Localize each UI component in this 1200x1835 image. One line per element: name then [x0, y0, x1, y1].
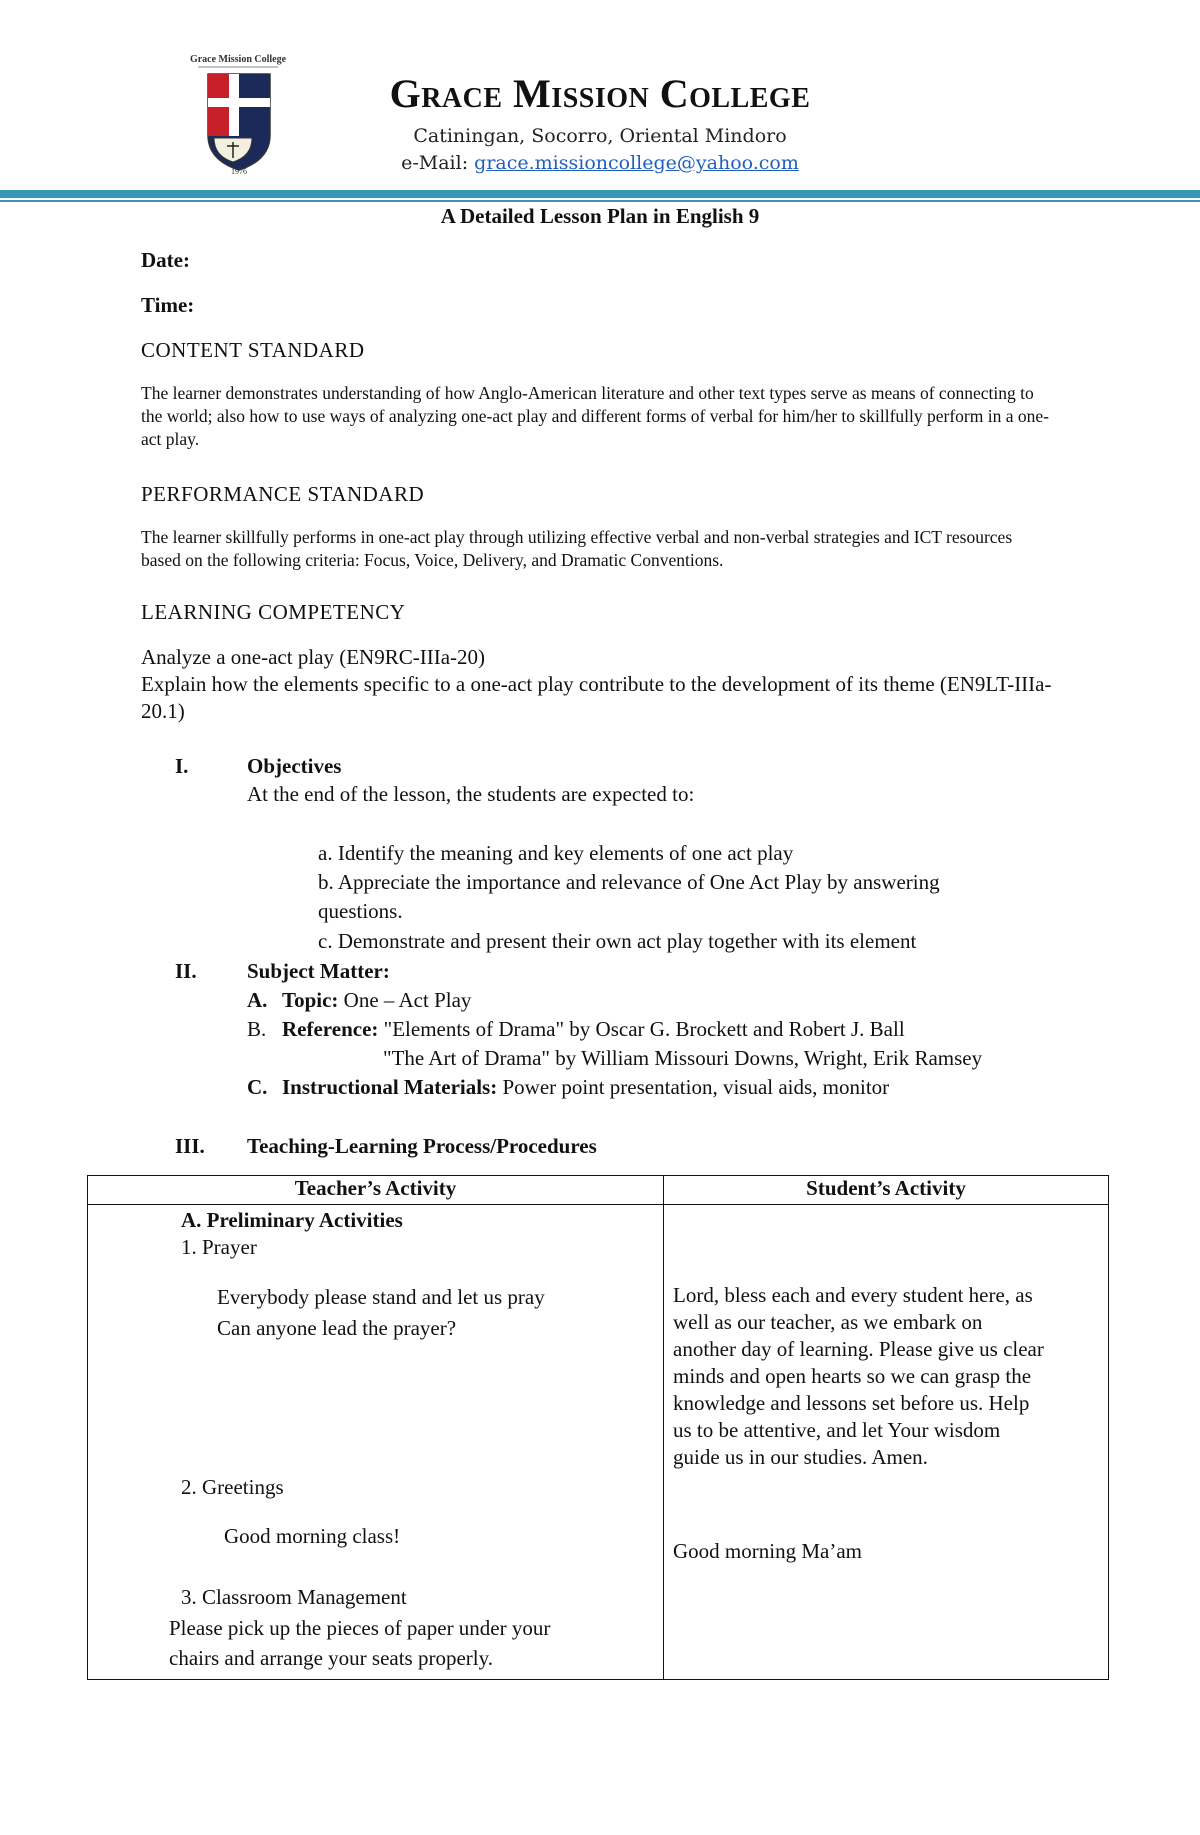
header-rule-thin — [0, 200, 1200, 202]
prayer-line: another day of learning. Please give us clear — [673, 1337, 1044, 1361]
student-prayer — [673, 1282, 1103, 1471]
prayer-line: Lord, bless each and every student here, as — [673, 1283, 1033, 1307]
procedures-table — [87, 1175, 1109, 1680]
college-email-line — [300, 152, 900, 174]
table-row — [88, 1205, 1109, 1680]
management-instruction-2: chairs and arrange your seats properly. — [169, 1646, 494, 1670]
objectives-numeral: I. — [175, 754, 189, 778]
date-label: Date: — [141, 248, 190, 272]
topic-label: Topic: — [282, 988, 339, 1012]
reference-value-1: "Elements of Drama" by Oscar G. Brockett and Robert J. Ball — [383, 1017, 905, 1041]
greetings-item: 2. Greetings — [181, 1475, 284, 1499]
topic-value: One – Act Play — [343, 988, 472, 1012]
document-title: A Detailed Lesson Plan in English 9 — [440, 204, 760, 228]
content-standard-heading: CONTENT STANDARD — [141, 338, 365, 362]
greeting-text: Good morning class! — [224, 1524, 401, 1548]
materials-line — [282, 1075, 889, 1100]
procedures-heading: Teaching-Learning Process/Procedures — [247, 1134, 597, 1158]
table-header-row — [88, 1176, 1109, 1205]
email-label: e-Mail: — [401, 152, 469, 174]
prayer-line: us to be attentive, and let Your wisdom — [673, 1418, 1001, 1442]
prayer-instruction-1: Everybody please stand and let us pray — [217, 1285, 545, 1309]
materials-letter: C. — [247, 1075, 268, 1099]
reference-label: Reference: — [282, 1017, 379, 1041]
student-greeting: Good morning Ma’am — [673, 1539, 862, 1563]
time-label: Time: — [141, 293, 195, 317]
teacher-activity-header: Teacher’s Activity — [88, 1176, 664, 1205]
header-rule — [0, 190, 1200, 198]
objective-a: a. Identify the meaning and key elements of one act play — [318, 841, 794, 865]
subject-matter-numeral: II. — [175, 959, 197, 983]
objectives-heading: Objectives — [247, 754, 342, 778]
materials-label: Instructional Materials: — [282, 1075, 498, 1099]
prayer-instruction-2: Can anyone lead the prayer? — [217, 1316, 457, 1340]
objective-c: c. Demonstrate and present their own act play together with its element — [318, 929, 917, 953]
email-link[interactable]: grace.missioncollege@yahoo.com — [474, 152, 799, 174]
competency-line-1: Analyze a one-act play (EN9RC-IIIa-20) — [141, 645, 486, 669]
college-seal-icon — [178, 50, 298, 175]
prayer-line: minds and open hearts so we can grasp the — [673, 1364, 1032, 1388]
topic-letter: A. — [247, 988, 268, 1012]
student-activity-cell — [664, 1205, 1109, 1680]
prayer-line: knowledge and lessons set before us. Help — [673, 1391, 1030, 1415]
student-activity-header: Student’s Activity — [664, 1176, 1109, 1205]
college-logo — [178, 50, 298, 175]
reference-letter: B. — [247, 1017, 267, 1041]
preliminary-activities: A. Preliminary Activities — [181, 1208, 403, 1232]
content-standard-text: The learner demonstrates understanding of how Anglo-American literature and other text types serve as means of connecting to the world; also how to use ways of analyzing one-act play and different forms of verbal for him/her to skillfully perform in a one-act play. — [141, 383, 1049, 449]
teacher-activity-cell — [88, 1205, 664, 1680]
prayer-item: 1. Prayer — [181, 1235, 257, 1259]
objective-b: b. Appreciate the importance and relevance of One Act Play by answering — [318, 870, 940, 894]
learning-competency-heading: LEARNING COMPETENCY — [141, 600, 406, 624]
reference-line — [282, 1017, 905, 1042]
competency-line-2: Explain how the elements specific to a one-act play contribute to the development of its theme (EN9LT-IIIa-20.1) — [141, 672, 1052, 723]
reference-value-2: "The Art of Drama" by William Missouri Downs, Wright, Erik Ramsey — [383, 1046, 983, 1070]
objectives-intro: At the end of the lesson, the students are expected to: — [247, 782, 695, 806]
procedures-numeral: III. — [175, 1134, 205, 1158]
materials-value: Power point presentation, visual aids, monitor — [502, 1075, 890, 1099]
prayer-line: guide us in our studies. Amen. — [673, 1445, 928, 1469]
topic-line — [282, 988, 471, 1013]
logo-year: 1976 — [231, 167, 247, 175]
objective-b-cont: questions. — [318, 899, 403, 923]
logo-caption: Grace Mission College — [189, 54, 287, 65]
classroom-management-item: 3. Classroom Management — [181, 1585, 407, 1609]
college-address: Catiningan, Socorro, Oriental Mindoro — [413, 125, 787, 147]
college-name: Grace Mission College — [389, 71, 811, 116]
prayer-line: well as our teacher, as we embark on — [673, 1310, 983, 1334]
subject-matter-heading: Subject Matter: — [247, 959, 390, 983]
performance-standard-heading: PERFORMANCE STANDARD — [141, 482, 425, 506]
performance-standard-text: The learner skillfully performs in one-act play through utilizing effective verbal and non-verbal strategies and ICT resources based on the following criteria: Focus, Voice, Delivery, and Dramatic Conventions. — [141, 527, 1013, 570]
management-instruction-1: Please pick up the pieces of paper under your — [169, 1616, 551, 1640]
